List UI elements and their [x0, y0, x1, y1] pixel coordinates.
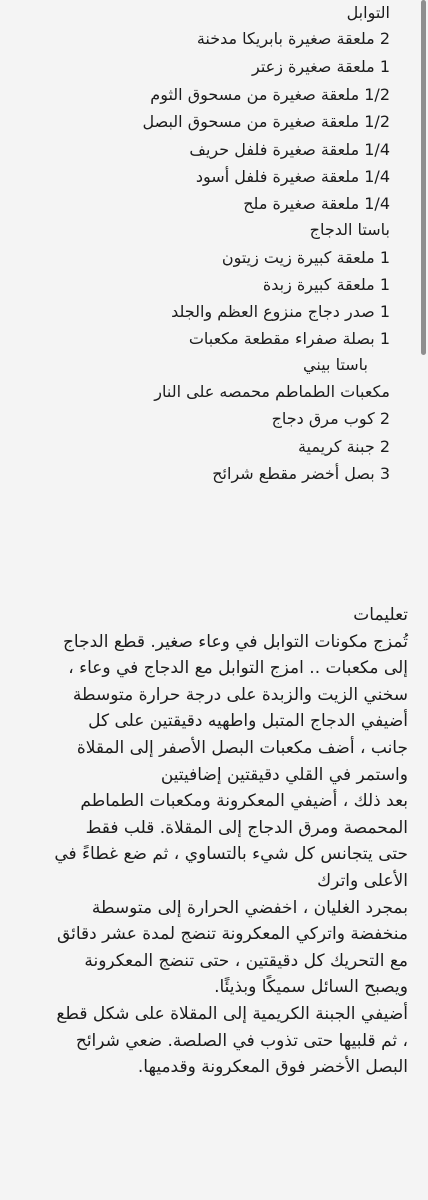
instruction-line: واستمر في القلي دقيقتين إضافيتين — [160, 764, 408, 785]
instruction-line: بعد ذلك ، أضيفي المعكرونة ومكعبات الطماطم — [80, 791, 408, 812]
instructions-heading: تعليمات — [353, 605, 408, 625]
spices-heading: التوابل — [346, 3, 390, 22]
instruction-line: أضيفي الدجاج المتبل واطهيه دقيقتين على كل — [88, 711, 408, 732]
instruction-line: مع التحريك كل دقيقتين ، حتى تنضج المعكرونة — [84, 950, 408, 971]
penne-heading: باستا بيني — [303, 355, 368, 374]
ingredient-line: 1/4 ملعقة صغيرة فلفل أسود — [195, 167, 390, 186]
ingredient-line: 2 ملعقة صغيرة بابريكا مدخنة — [196, 29, 390, 48]
instruction-line: ، ثم قلبيها حتى تذوب في الصلصة. ضعي شرائح — [75, 1030, 408, 1051]
instruction-line: الأعلى واترك — [317, 870, 408, 891]
ingredient-line: 1 بصلة صفراء مقطعة مكعبات — [188, 329, 390, 348]
instruction-line: أضيفي الجبنة الكريمية إلى المقلاة على شكل قطع — [56, 1003, 408, 1024]
instruction-line: المحمصة ومرق الدجاج إلى المقلاة. قلب فقط — [85, 817, 408, 838]
instruction-line: تُمزج مكونات التوابل في وعاء صغير. قطع الدجاج — [62, 631, 408, 652]
ingredient-line: 1/2 ملعقة صغيرة من مسحوق الثوم — [150, 85, 390, 104]
ingredient-line: 1/4 ملعقة صغيرة ملح — [243, 194, 390, 213]
instruction-line: ويصبح السائل سميكًا وبذيئًا. — [214, 977, 408, 998]
scroll-indicator[interactable] — [421, 0, 426, 355]
ingredient-line: 1 صدر دجاج منزوع العظم والجلد — [171, 302, 390, 321]
instruction-line: إلى مكعبات .. امزج التوابل مع الدجاج في وعاء ، — [68, 658, 408, 679]
instruction-line: بمجرد الغليان ، اخفضي الحرارة إلى متوسطة — [91, 897, 408, 918]
chicken-pasta-heading: باستا الدجاج — [309, 220, 390, 239]
ingredient-line: 1/2 ملعقة صغيرة من مسحوق البصل — [142, 112, 390, 131]
ingredient-line: 1/4 ملعقة صغيرة فلفل حريف — [189, 140, 390, 159]
ingredient-line: 1 ملعقة كبيرة زبدة — [262, 275, 390, 294]
instruction-line: جانب ، أضف مكعبات البصل الأصفر إلى المقلاة — [76, 737, 408, 758]
instructions-section — [8, 602, 408, 1081]
ingredient-line: 1 ملعقة كبيرة زيت زيتون — [221, 248, 390, 267]
ingredient-line: 3 بصل أخضر مقطع شرائح — [212, 464, 390, 483]
instruction-line: حتى يتجانس كل شيء بالتساوي ، ثم ضع غطاءً في — [54, 844, 408, 865]
instruction-line: منخفضة واتركي المعكرونة تنضج لمدة عشر دقائق — [56, 924, 408, 945]
ingredient-line: مكعبات الطماطم محمصه على النار — [154, 382, 390, 401]
ingredient-line: 2 كوب مرق دجاج — [271, 409, 390, 428]
instruction-line: سخني الزيت والزبدة على درجة حرارة متوسطة — [72, 684, 408, 705]
instruction-line: البصل الأخضر فوق المعكرونة وقدميها. — [137, 1057, 408, 1078]
ingredient-line: 1 ملعقة صغيرة زعتر — [252, 57, 390, 76]
ingredient-line: 2 جبنة كريمية — [297, 437, 390, 456]
